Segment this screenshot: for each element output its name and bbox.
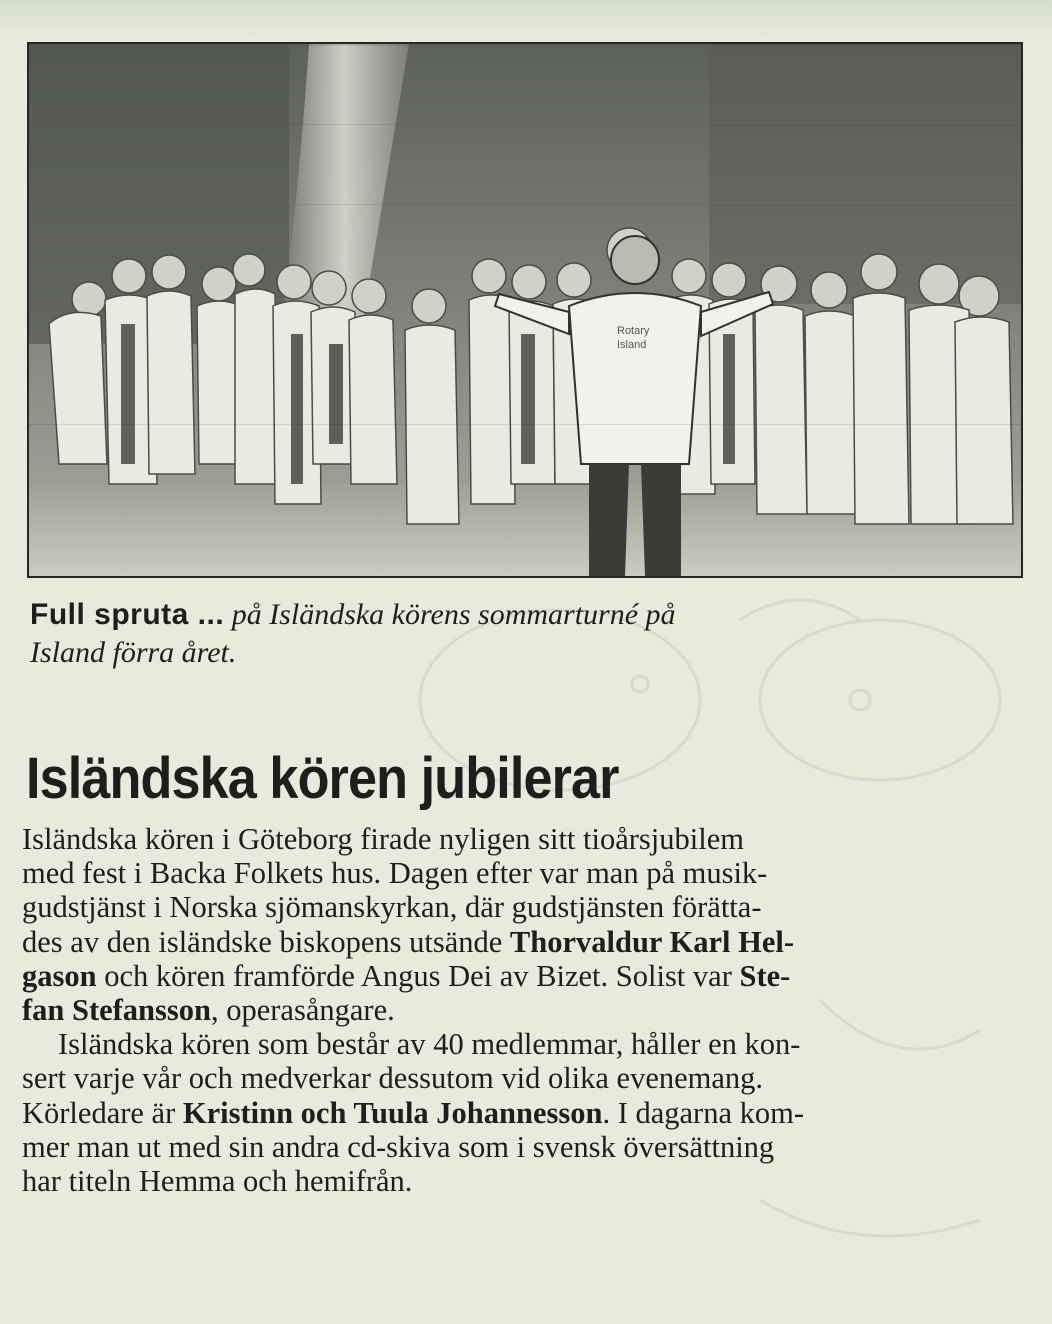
photo-caption	[30, 596, 1020, 672]
article-headline: Isländska kören jubilerar	[26, 746, 619, 811]
body-line-text: och kören framförde Angus Dei av Bizet. Solist var	[96, 958, 740, 993]
body-line-text: . I dagarna kom-	[602, 1095, 804, 1130]
body-line-text: Körledare är	[22, 1095, 183, 1130]
body-line: har titeln Hemma och hemifrån.	[22, 1164, 413, 1199]
choir-photo	[27, 42, 1023, 578]
name-stefan: Ste-	[739, 958, 791, 993]
body-line-text: , operasångare.	[210, 993, 395, 1028]
body-line: med fest i Backa Folkets hus. Dagen efter var man på musik-	[22, 856, 768, 891]
body-line: Isländska kören som består av 40 medlemmar, håller en kon-	[58, 1027, 801, 1062]
shirt-text-line2: Island	[617, 339, 647, 351]
caption-text-line1: på Isländska körens sommarturné på	[224, 598, 676, 631]
name-stefan-end: fan Stefansson	[22, 993, 211, 1028]
article-body	[22, 822, 1012, 1198]
page-top-edge	[0, 0, 1052, 40]
body-line: sert varje vår och medverkar dessutom vid olika evenemang.	[22, 1061, 764, 1096]
body-line-text: des av den isländske biskopens utsände	[22, 924, 510, 959]
choir-photo-illustration	[29, 44, 1021, 576]
body-line	[22, 925, 1012, 959]
body-line	[22, 1096, 1012, 1130]
name-thorvaldur-end: gason	[22, 958, 97, 993]
shirt-text-line1: Rotary	[617, 325, 650, 337]
body-line: gudstjänst i Norska sjömanskyrkan, där gudstjänsten förätta-	[22, 890, 762, 925]
body-line: Isländska kören i Göteborg firade nyligen sitt tioårsjubilem	[22, 822, 744, 856]
caption-text-line2: Island förra året.	[30, 636, 237, 669]
body-line	[22, 993, 1012, 1027]
caption-lead: Full spruta ...	[30, 598, 225, 631]
name-thorvaldur: Thorvaldur Karl Hel-	[509, 924, 795, 959]
body-line	[22, 959, 1012, 993]
body-line: mer man ut med sin andra cd-skiva som i svensk översättning	[22, 1129, 775, 1164]
name-kristinn-tuula: Kristinn och Tuula Johannesson	[182, 1095, 603, 1130]
